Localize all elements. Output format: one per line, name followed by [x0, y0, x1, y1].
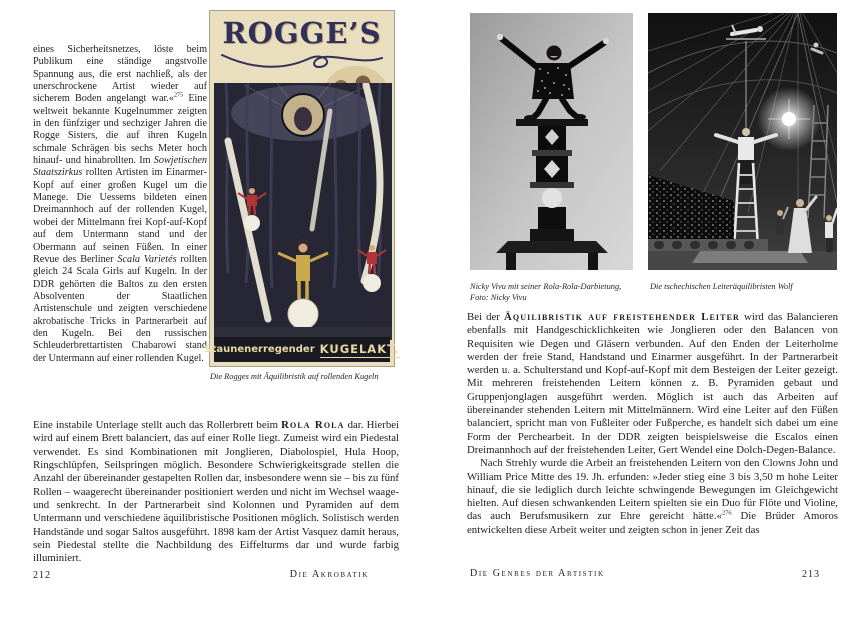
poster-banner-word1: Staunenerregender: [204, 344, 315, 355]
poster-title: ROGGE’S: [222, 16, 382, 50]
right-paragraph-1: Bei der Äquilibristik auf freistehender Leiter wird das Balancieren ebenfalls mit Handgeschicklichkeiten wie Jonglieren oder den Balancen von Requisiten wie Degen und Gläsern verbunden. Auf den Enden der Leiterholme werden der freie Stand, Handstand und Einarmer ausgeführt. In der Partnerarbeit werden u. a. Schulterstand und Kopf-auf-Kopf mit dem Besteigen der Leiter gezeigt. Mit mehreren freistehenden Leitern können z. B. Pyramiden gebaut und Gruppenjonglagen ausgeführt werden. Möglich ist auch das Arbeiten auf übereinander stehenden Leitern mit Mittelmännern. Wird eine Leiter auf den Füßen balanciert, spricht man von Fußleiter oder Fußperche, es handelt sich dabei um eine Form der Perchearbeit. In der DDR zeigten beispielsweise die Escalos einen Dreimannhoch auf der freistehenden Leiter, Gert Wendel eine Dolch-Degen-Balance.: [467, 311, 839, 456]
poster-banner-word2: KUGELAKT.: [319, 341, 400, 356]
left-full-width-paragraph: Eine instabile Unterlage stellt auch das Rollerbrett beim Rola Rola dar. Hierbei wird auf einem Brett balanciert, das auf einer Rolle liegt. Zumeist wird ein Piedestal verwendet. Es sind Kombinationen mit Jonglieren, Diabolospiel, Hula Hoop, Ringschlüpfen, Seilspringen möglich. Besondere Schwierigkeitsgrade stellen die Anzahl der übereinander gestapelten Rollen dar, insbesondere wenn sie – bis zu fünf Rollen – waagerecht übereinander positioniert werden und nicht im Wechsel waage- und senkrecht. In der Partnerarbeit sind Kolonnen und Pyramiden auf dem Untermann und verschiedene äquilibristische Positionen möglich. Solistisch werden Handstände und sogar Saltos ausgeführt. 1898 kam der Artist Vasquez damit heraus, sein Piedestal stellte die Nachbildung des Eiffelturms dar und wurde farbig illuminiert.: [33, 419, 400, 565]
photo2-caption: [650, 282, 838, 293]
rola-rola-photo: [470, 13, 633, 270]
poster-banner: [204, 337, 400, 362]
poster-stage-scene: [214, 83, 392, 340]
ladder-photo-art: [648, 13, 837, 270]
left-page-number: 212: [33, 570, 51, 581]
right-running-title: Die Genres der Artistik: [470, 568, 605, 579]
photo1-caption-line1: Nicky Vivu mit seiner Rola-Rola-Darbietung,: [470, 282, 622, 291]
photo1-caption: [470, 282, 642, 303]
right-paragraph-2: Nach Strehly wurde die Arbeit an freistehenden Leitern von den Clowns John und William Price Mitte des 19. Jh. erfunden: »Jeder stieg eine 3 bis 3,50 m hohe Leiter hinauf, die sie lediglich durch leichte schwingende Bewegungen im Gleichgewicht hielten. Auf diesen schwankenden Leitern spielten sie ein Duo für Flöte und Violine, das auch Berufsmusikern zur Ehre gereicht hätte.«$^{276}$ Die Brüder Amoros entwickelten diese Arbeit weiter und zeigten schon in jener Zeit das: [467, 457, 838, 536]
rogges-poster-image: [204, 10, 400, 367]
photo1-caption-line2: Foto: Nicky Vivu: [470, 292, 527, 302]
photo2-caption-line1: Die tschechischen Leiteräquilibristen Wolf: [650, 282, 793, 291]
right-page-number: 213: [802, 569, 820, 580]
ladder-equilibrists-photo: [648, 13, 837, 270]
poster-caption: Die Rogges mit Äquilibristik auf rollenden Kugeln: [210, 372, 379, 381]
left-running-title: Die Akrobatik: [289, 569, 369, 580]
left-column-text: eines Sicherheitsnetzes, löste beim Publikum eine ständige angstvolle Spannung aus, die erst nachließ, als der unerschrockene Artist wieder auf sicherem Boden angelangt war.«$^{275}$ Eine weltweit bekannte Kugelnummer zeigten in den fünfziger und sechziger Jahren die Rogge Sisters, die auf ihren Kugeln schmale Schrägen bis sechs Meter hoch hinauf- und hinabrollten. Im Sowjetischen Staatszirkus rollten Artisten im Einarmer-Kopf auf einer großen Kugel um die Manege. Die Uessems bildeten einen Dreimannhoch auf der rollenden Kugel, wobei der Mittelmann frei Kopf-auf-Kopf auf dem Untermann stand und der Obermann auf seinen Füßen. In einer Revue des Berliner Scala Varietés rollten gleich 24 Scala Girls auf Kugeln. In der DDR gehörten die Baltos zu den ersten Absolventen der Staatlichen Artistenschule und zeigten verschiedene akrobatische Tricks in Partnerarbeit auf den Kugeln. Bei den russischen Schleuderbrettartisten Chabarowi stand der Untermann auf einer rollenden Kugel.: [33, 44, 207, 364]
rola-rola-photo-art: [470, 13, 633, 270]
right-body-text: [467, 311, 838, 537]
